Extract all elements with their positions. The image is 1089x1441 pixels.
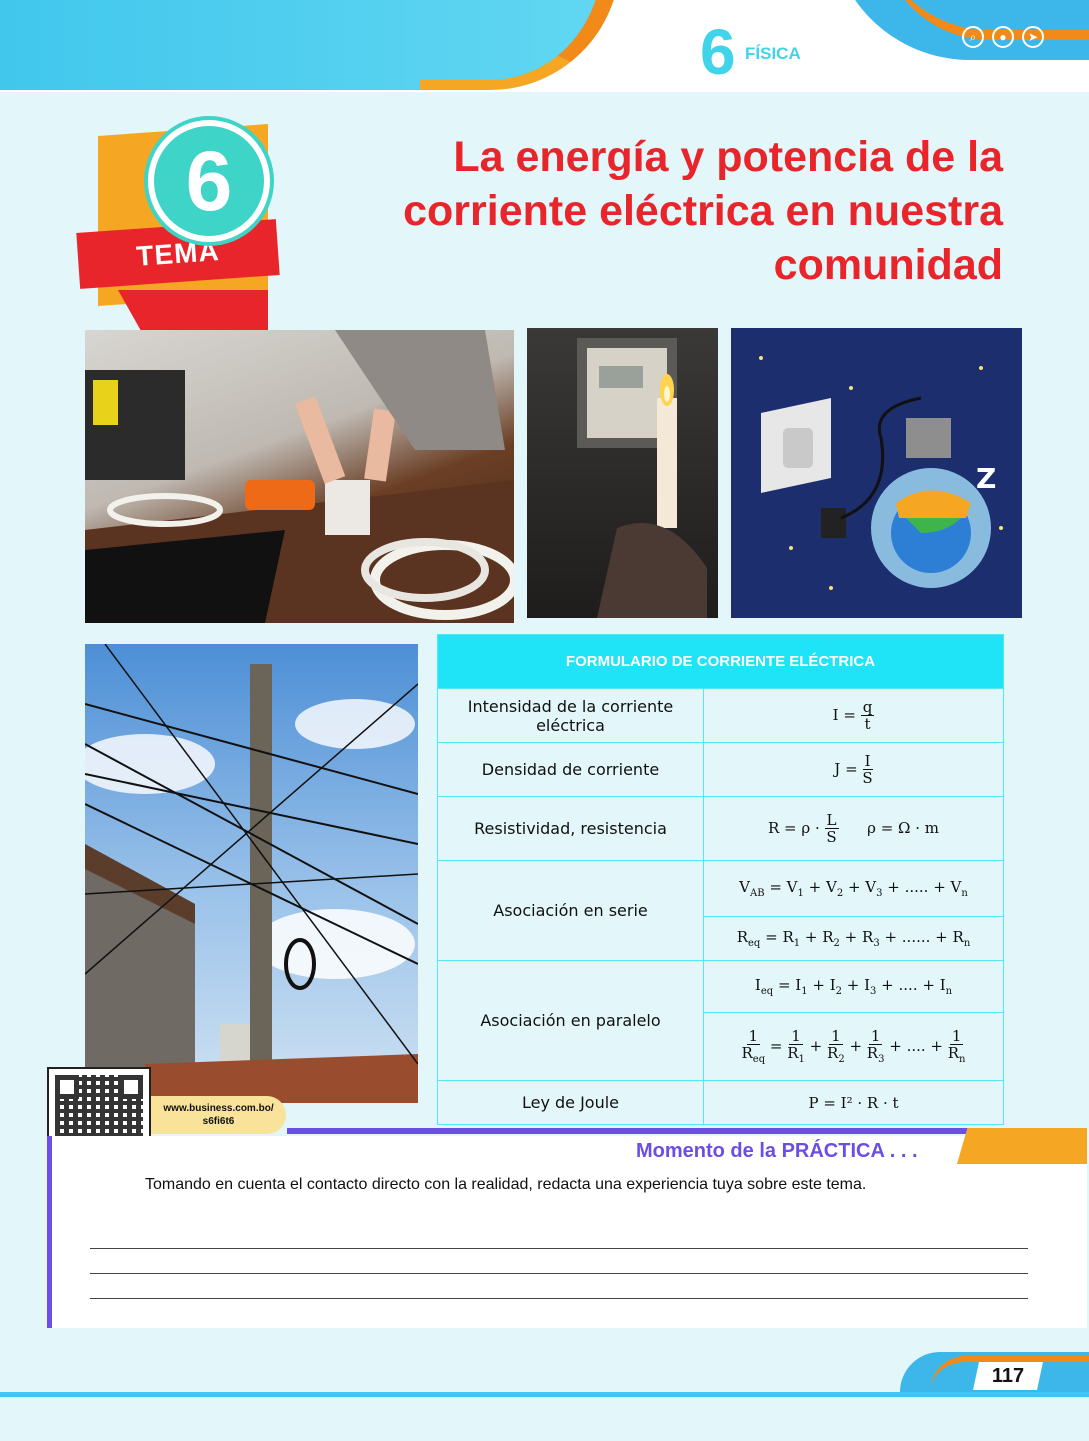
badge-number: 6 <box>185 134 233 228</box>
formula-paralelo-resistance: 1 $R_{eq}$ = $\frac{1}{R_1}$ + $\frac{1}{R_2}$ + $\frac{1}{R_3}$ + .... + $\frac{1}{R_n}$ <box>704 1013 1004 1081</box>
tema-badge <box>78 120 288 330</box>
fraction-q-t <box>861 699 875 733</box>
label-serie: Asociación en serie <box>438 861 704 961</box>
qr-url-line-2: s6fi6t6 <box>202 1116 235 1127</box>
formula-intensidad: I = $\frac{q}{t}$ <box>704 689 1004 743</box>
electrician-multimeter-photo <box>85 330 514 623</box>
formula-paralelo-current: $I_{eq} = I_1 + I_2 + I_3$ + .... + $I_n$ <box>704 961 1004 1013</box>
sym-s2: S <box>826 828 837 846</box>
qr-finder <box>119 1075 143 1099</box>
header-icons <box>962 26 1044 48</box>
header-band <box>0 0 1089 92</box>
formula-table-header: FORMULARIO DE CORRIENTE ELÉCTRICA <box>438 635 1004 689</box>
footer-line <box>0 1392 1089 1397</box>
table-row <box>438 797 1004 861</box>
answer-line-3[interactable] <box>90 1298 1028 1299</box>
fraction-i-s <box>862 753 872 787</box>
user-icon[interactable]: ● <box>992 26 1014 48</box>
table-row <box>438 861 1004 917</box>
badge-circle <box>148 120 270 242</box>
subject-name: FÍSICA <box>745 44 801 63</box>
sym-j: J <box>834 759 841 778</box>
practice-section <box>47 1128 1087 1328</box>
table-row <box>438 961 1004 1013</box>
header-wave-orange <box>420 0 620 90</box>
qr-url-line-1: www.business.com.bo/ <box>163 1103 274 1114</box>
practice-box <box>47 1136 1087 1328</box>
answer-line-2[interactable] <box>90 1273 1028 1274</box>
send-icon[interactable]: ➤ <box>1022 26 1044 48</box>
title-line-2: corriente eléctrica en nuestra <box>403 187 1003 235</box>
label-densidad: Densidad de corriente <box>438 743 704 797</box>
formula-table <box>437 634 1004 1125</box>
title-line-3: comunidad <box>773 241 1003 289</box>
formula-joule: P = I² · R · t <box>704 1081 1004 1125</box>
practice-heading: Momento de la PRÁCTICA . . . <box>636 1140 918 1162</box>
table-row <box>438 689 1004 743</box>
formula-serie-resistance: $R_{eq} = R_1 + R_2 + R_3$ + ...... + $R_n$ <box>704 917 1004 961</box>
page-number: 117 <box>991 1364 1025 1387</box>
qr-finder <box>55 1075 79 1099</box>
formula-densidad: J = $\frac{I}{S}$ <box>704 743 1004 797</box>
candle-thermostat-photo <box>527 328 718 618</box>
label-resistividad: Resistividad, resistencia <box>438 797 704 861</box>
table-row <box>438 1081 1004 1125</box>
sym-s: S <box>862 769 873 787</box>
badge-ribbon-tail <box>118 290 268 330</box>
sym-rho: ρ <box>801 818 811 837</box>
formula-resistividad: R = ρ · $\frac{L}{S}$ ρ = Ω · m <box>704 797 1004 861</box>
fraction-l-s <box>825 812 839 846</box>
search-icon[interactable]: ⌕ <box>962 26 984 48</box>
label-paralelo: Asociación en paralelo <box>438 961 704 1081</box>
practice-tab <box>957 1128 1087 1164</box>
svg-text:Z: Z <box>976 462 997 495</box>
page-title <box>300 130 1003 292</box>
formula-serie-voltage: $V_{AB} = V_1 + V_2 + V_3$ + ..... + $V_n$ <box>704 861 1004 917</box>
label-intensidad: Intensidad de la corriente eléctrica <box>438 689 704 743</box>
power-pole-cables-photo <box>85 644 418 1103</box>
sym-q: q <box>862 697 873 716</box>
sym-i2: I <box>864 751 871 770</box>
practice-instruction: Tomando en cuenta el contacto directo con la realidad, redacta una experiencia tuya sobre este tema. <box>145 1176 867 1193</box>
badge-label: TEMA <box>135 235 221 272</box>
sleeping-earth-bulb-illustration <box>731 328 1022 618</box>
grade-number: 6 <box>700 16 736 88</box>
sym-i: I <box>832 705 839 724</box>
label-joule: Ley de Joule <box>438 1081 704 1125</box>
rho-units: ρ = Ω · m <box>867 818 939 837</box>
title-line-1: La energía y potencia de la <box>453 133 1003 181</box>
table-row <box>438 743 1004 797</box>
page-number-box <box>973 1362 1043 1390</box>
sym-t: t <box>864 715 871 733</box>
sym-r: R <box>767 818 780 837</box>
sym-l: L <box>826 810 837 829</box>
answer-line-1[interactable] <box>90 1248 1028 1249</box>
